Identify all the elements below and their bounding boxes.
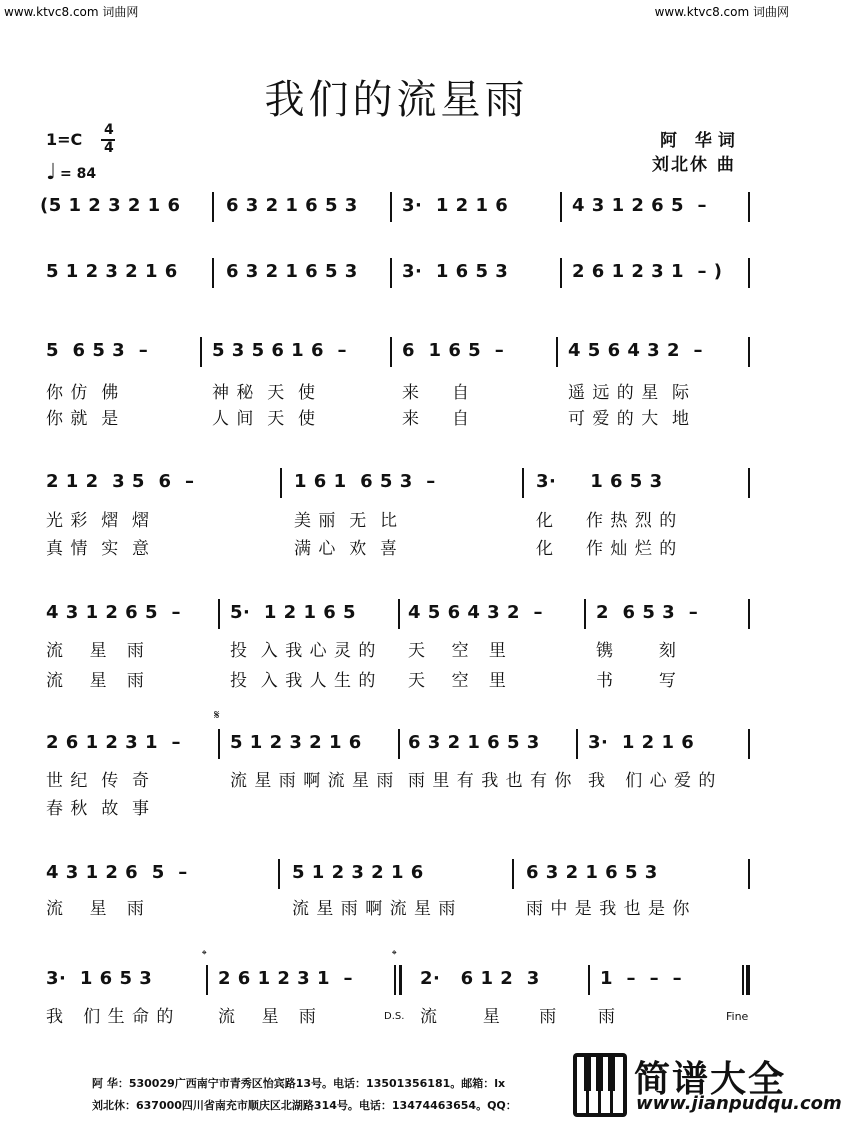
lyric: 你 就 是 xyxy=(46,409,120,429)
measure: 2 1 2 3 5 6 – xyxy=(46,471,195,492)
lyric: 天 空 里 xyxy=(408,671,507,691)
lyric: 我 们 生 命 的 xyxy=(46,1007,175,1027)
measure: 1 – – – xyxy=(600,968,683,989)
bar-line xyxy=(748,337,750,367)
lyric: 雨 里 有 我 也 有 你 xyxy=(408,771,573,791)
bar-line xyxy=(748,258,750,288)
bar-line xyxy=(390,192,392,222)
lyric: 来 自 xyxy=(402,409,471,429)
logo-url: www.jianpudqu.com xyxy=(636,1093,842,1114)
lyric: 流 星 雨 xyxy=(218,1007,317,1027)
bar-line xyxy=(748,859,750,889)
measure: 4 5 6 4 3 2 – xyxy=(568,340,704,361)
time-signature-top: 4 xyxy=(104,122,114,138)
bar-line xyxy=(748,599,750,629)
measure: 2 6 5 3 – xyxy=(596,602,699,623)
measure: 3· 1 6 5 3 xyxy=(46,968,153,989)
measure: 5 3 5 6 1 6 – xyxy=(212,340,348,361)
measure: 3· 1 2 1 6 xyxy=(402,195,509,216)
final-bar-line xyxy=(742,965,744,995)
bar-line xyxy=(748,468,750,498)
bar-line xyxy=(206,965,208,995)
lyric: 真 情 实 意 xyxy=(46,539,151,559)
bar-line xyxy=(200,337,202,367)
lyric: 遥 远 的 星 际 xyxy=(568,383,691,403)
lyric: 流 星 雨 xyxy=(46,671,145,691)
bar-line xyxy=(212,258,214,288)
measure: 4 5 6 4 3 2 – xyxy=(408,602,544,623)
bar-line xyxy=(218,729,220,759)
measure: 6 3 2 1 6 5 3 xyxy=(408,732,540,753)
contact-line-composer: 刘北休：637000四川省南充市顺庆区北湖路314号。电话：13474463654。QQ： xyxy=(92,1099,517,1112)
bar-line xyxy=(218,599,220,629)
lyric: 世 纪 传 奇 xyxy=(46,771,151,791)
bar-line xyxy=(398,599,400,629)
lyric: 流 星 雨 xyxy=(46,899,145,919)
bar-line xyxy=(212,192,214,222)
measure: 2· 6 1 2 3 xyxy=(420,968,540,989)
bar-line xyxy=(556,337,558,367)
bar-line xyxy=(576,729,578,759)
ds-mark: D.S. xyxy=(384,1011,405,1022)
bar-line xyxy=(748,192,750,222)
lyric: 天 空 里 xyxy=(408,641,507,661)
measure: 2 6 1 2 3 1 – xyxy=(218,968,354,989)
measure: (5 1 2 3 2 1 6 xyxy=(40,195,181,216)
lyric: 来 自 xyxy=(402,383,471,403)
measure: 5· 1 2 1 6 5 xyxy=(230,602,357,623)
lyric: 光 彩 熠 熠 xyxy=(46,511,151,531)
lyric: 投 入 我 心 灵 的 xyxy=(230,641,377,661)
key-signature: 1=C xyxy=(46,130,83,149)
measure: 3· 1 2 1 6 xyxy=(588,732,695,753)
lyric: 镌 刻 xyxy=(596,641,677,661)
measure: 6 3 2 1 6 5 3 xyxy=(526,862,658,883)
coda-icon: 𝄌 xyxy=(392,948,397,963)
measure: 4 3 1 2 6 5 – xyxy=(572,195,708,216)
lyric: 春 秋 故 事 xyxy=(46,799,151,819)
lyric: 雨 中 是 我 也 是 你 xyxy=(526,899,691,919)
lyricist-credit: 阿 华词 xyxy=(660,131,741,151)
bar-line xyxy=(522,468,524,498)
lyric: 人 间 天 使 xyxy=(212,409,317,429)
lyric: 化 作 灿 烂 的 xyxy=(536,539,678,559)
bar-line xyxy=(748,729,750,759)
measure: 2 6 1 2 3 1 – xyxy=(46,732,182,753)
bar-line xyxy=(560,192,562,222)
composer-credit: 刘北休 曲 xyxy=(652,155,736,175)
bar-line xyxy=(390,337,392,367)
measure: 4 3 1 2 6 5 – xyxy=(46,602,182,623)
quarter-note-icon: ♩ xyxy=(46,160,57,185)
bar-line xyxy=(584,599,586,629)
lyric: 流 星 雨 啊 流 星 雨 xyxy=(292,899,457,919)
bar-line xyxy=(390,258,392,288)
measure: 6 3 2 1 6 5 3 xyxy=(226,195,358,216)
measure: 5 1 2 3 2 1 6 xyxy=(292,862,424,883)
lyric: 可 爱 的 大 地 xyxy=(568,409,691,429)
lyric: 流 星 雨 xyxy=(420,1007,558,1027)
measure: 5 6 5 3 – xyxy=(46,340,149,361)
bar-line xyxy=(398,729,400,759)
site-header-right: www.ktvc8.com 词曲网 xyxy=(654,5,789,19)
lyric: 你 仿 佛 xyxy=(46,383,120,403)
lyric: 化 作 热 烈 的 xyxy=(536,511,678,531)
measure: 5 1 2 3 2 1 6 xyxy=(46,261,178,282)
bar-line xyxy=(560,258,562,288)
bar-line xyxy=(588,965,590,995)
bar-line xyxy=(512,859,514,889)
contact-line-lyricist: 阿 华：530029广西南宁市青秀区怡宾路13号。电话：13501356181。邮箱：lx xyxy=(92,1077,506,1090)
measure: 6 3 2 1 6 5 3 xyxy=(226,261,358,282)
fine-mark: Fine xyxy=(726,1010,749,1023)
measure: 5 1 2 3 2 1 6 xyxy=(230,732,362,753)
lyric: 书 写 xyxy=(596,671,677,691)
coda-icon: 𝄌 xyxy=(202,948,207,963)
lyric: 我 们 心 爱 的 xyxy=(588,771,717,791)
lyric: 满 心 欢 喜 xyxy=(294,539,399,559)
logo-title: 简谱大全 xyxy=(634,1059,787,1100)
time-signature-bottom: 4 xyxy=(104,140,114,156)
lyric: 流 星 雨 xyxy=(46,641,145,661)
final-bar-line xyxy=(746,965,750,995)
song-title: 我们的流星雨 xyxy=(264,77,529,123)
measure: 1 6 1 6 5 3 – xyxy=(294,471,436,492)
measure: 4 3 1 2 6 5 – xyxy=(46,862,188,883)
site-header-left: www.ktvc8.com 词曲网 xyxy=(4,5,139,19)
lyric: 神 秘 天 使 xyxy=(212,383,317,403)
measure: 6 1 6 5 – xyxy=(402,340,505,361)
lyric: 雨 xyxy=(598,1007,616,1027)
bar-line xyxy=(399,965,402,995)
bar-line xyxy=(394,965,396,995)
bar-line xyxy=(278,859,280,889)
segno-icon: 𝄋 xyxy=(214,708,220,723)
piano-logo-icon xyxy=(572,1052,628,1118)
tempo-mark: = 84 xyxy=(60,166,97,182)
bar-line xyxy=(280,468,282,498)
lyric: 美 丽 无 比 xyxy=(294,511,399,531)
lyric: 流 星 雨 啊 流 星 雨 xyxy=(230,771,395,791)
measure: 3· 1 6 5 3 xyxy=(402,261,509,282)
measure: 2 6 1 2 3 1 – ) xyxy=(572,261,723,282)
lyric: 投 入 我 人 生 的 xyxy=(230,671,377,691)
measure: 3· 1 6 5 3 xyxy=(536,471,663,492)
